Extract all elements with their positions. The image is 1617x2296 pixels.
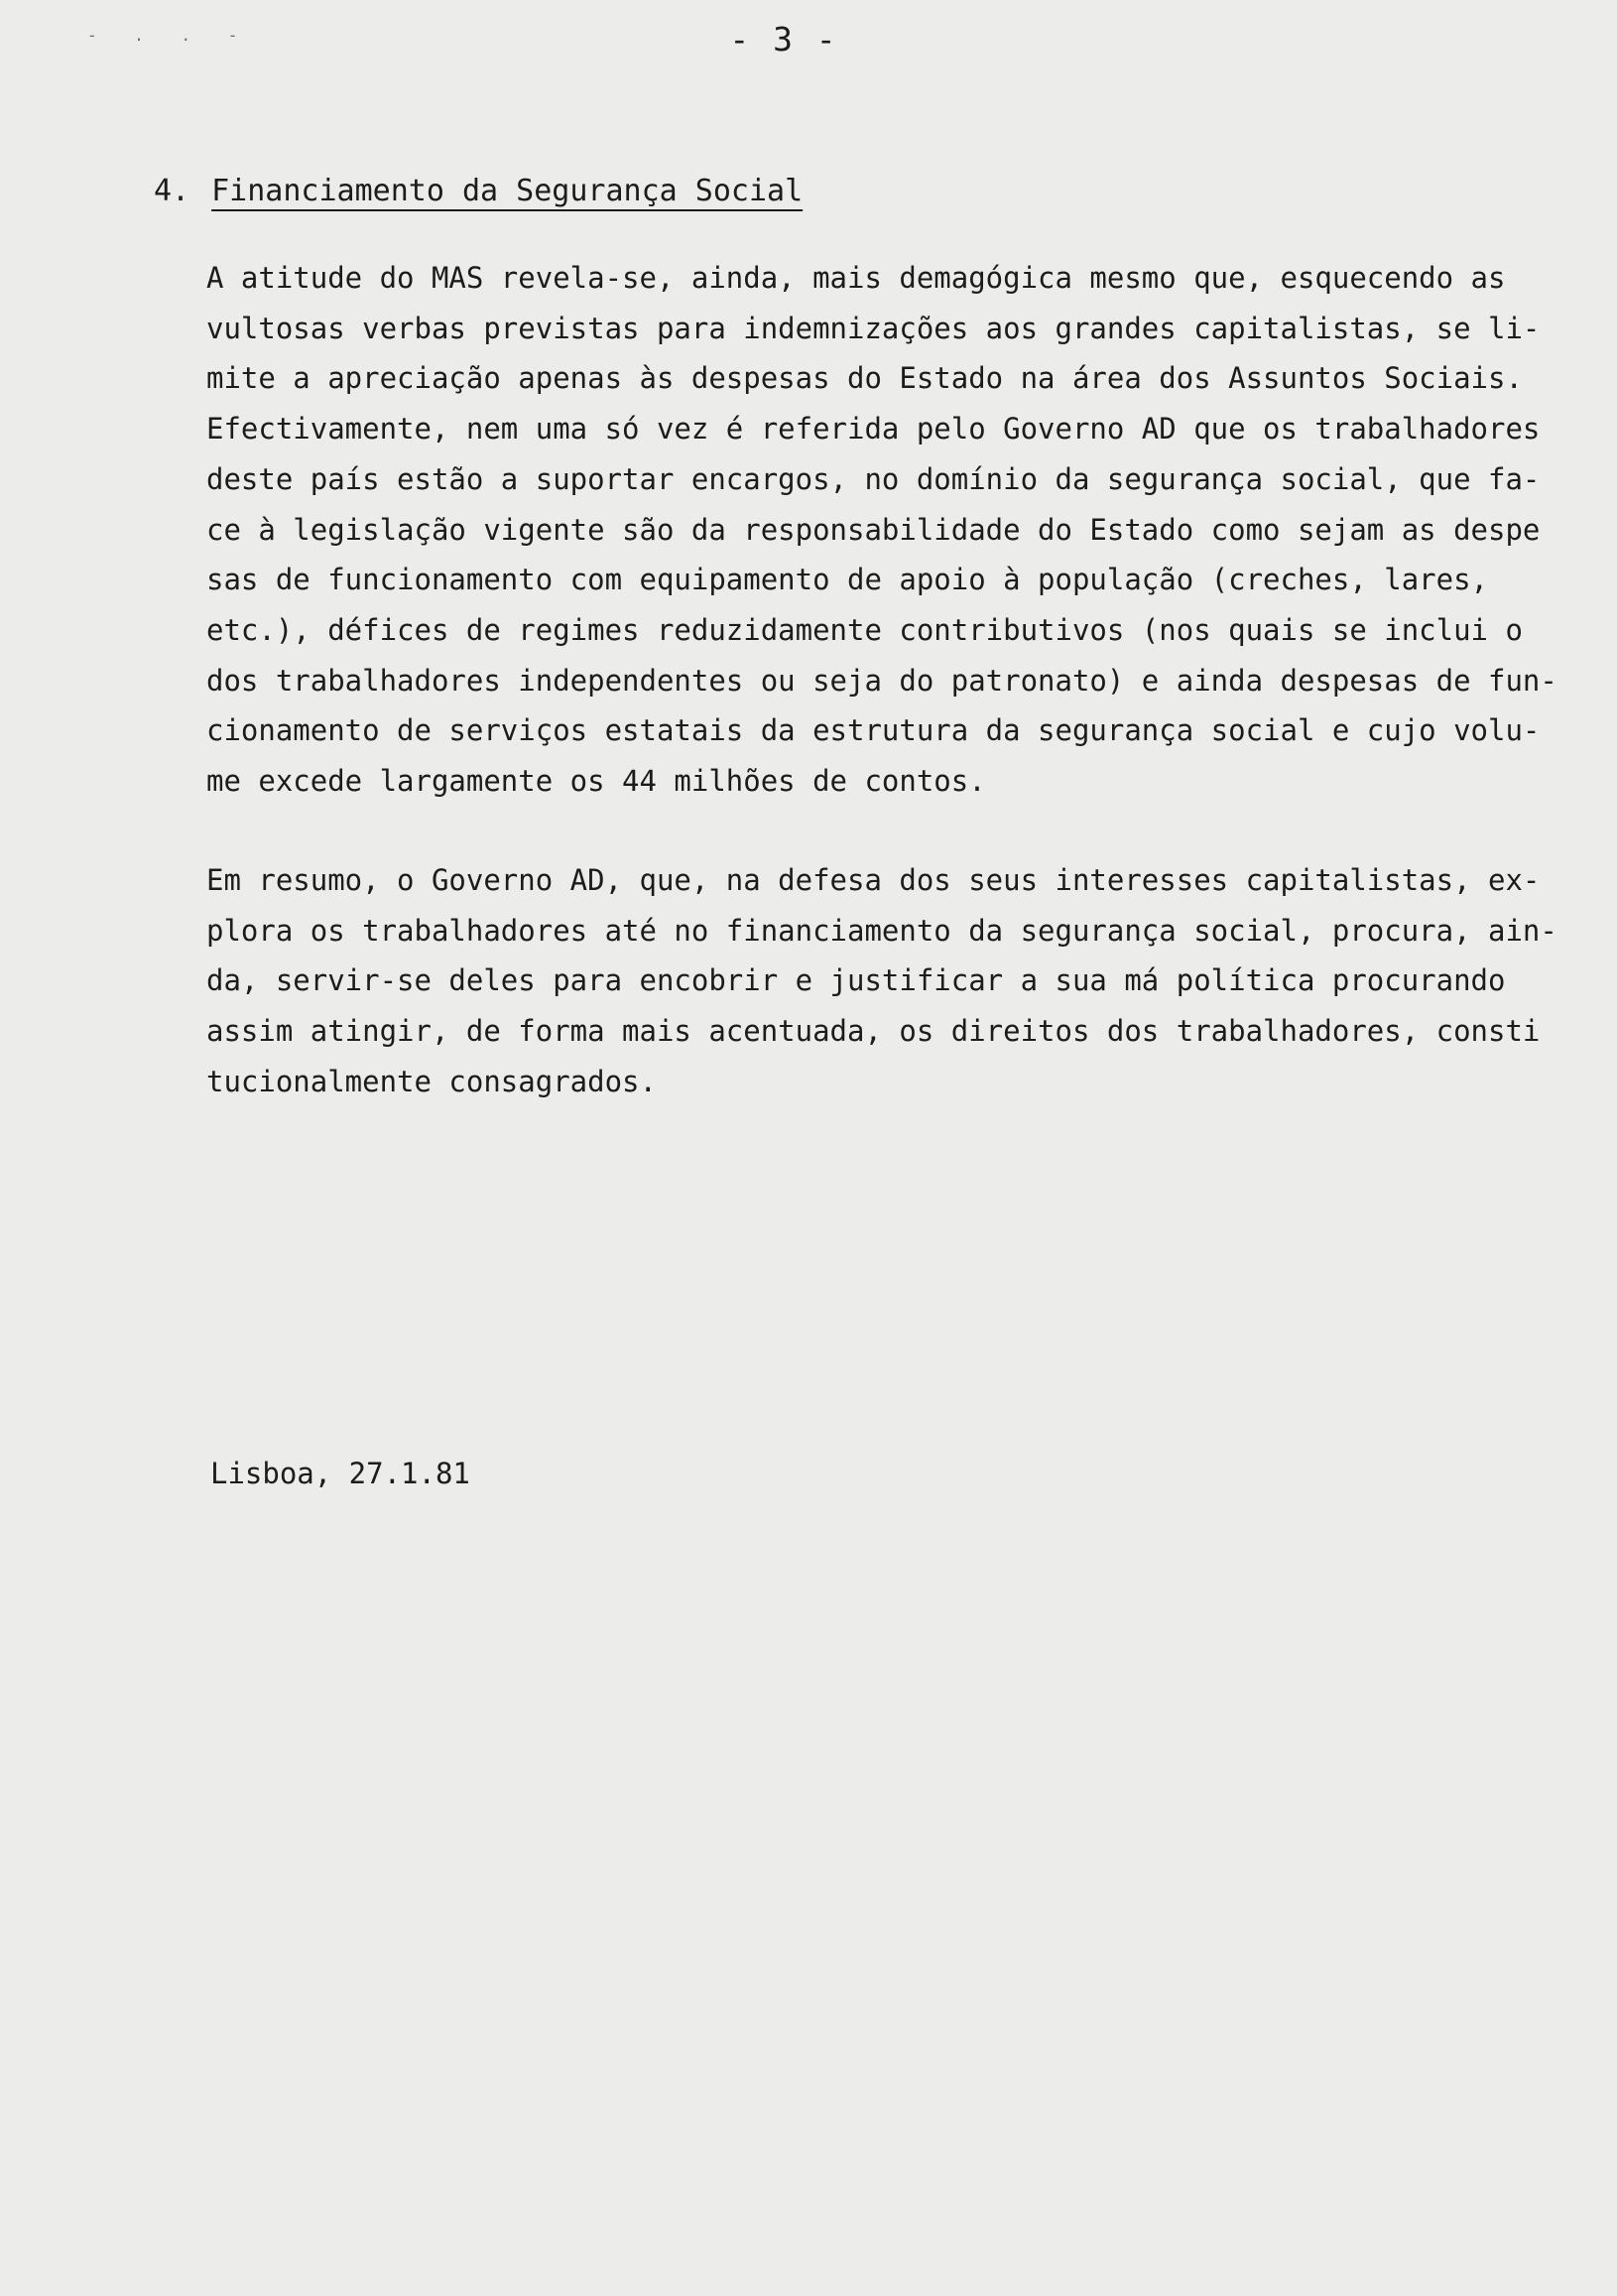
paragraph-line: plora os trabalhadores até no financiamento da segurança social, procura, ain- (206, 913, 1557, 948)
paragraph-line: dos trabalhadores independentes ou seja do patronato) e ainda despesas de fun- (206, 663, 1557, 698)
paragraph-line: A atitude do MAS revela-se, ainda, mais demagógica mesmo que, esquecendo as (206, 261, 1506, 295)
paragraph-1 (206, 253, 1557, 807)
place-and-date: Lisboa, 27.1.81 (210, 1457, 470, 1490)
paragraph-line: etc.), défices de regimes reduzidamente contributivos (nos quais se inclui o (206, 612, 1523, 647)
paragraph-line: ce à legislação vigente são da responsabilidade do Estado como sejam as despe (206, 512, 1541, 547)
paragraph-line: sas de funcionamento com equipamento de apoio à população (creches, lares, (206, 563, 1489, 597)
paragraph-line: Efectivamente, nem uma só vez é referida pelo Governo AD que os trabalhadores (206, 412, 1541, 446)
paragraph-line: assim atingir, de forma mais acentuada, os direitos dos trabalhadores, consti (206, 1014, 1541, 1049)
paragraph-line: tucionalmente consagrados. (206, 1064, 657, 1098)
paragraph-line: deste país estão a suportar encargos, no domínio da segurança social, que fa- (206, 461, 1541, 496)
margin-marks: - . . - (87, 26, 252, 45)
page-number: - 3 - (729, 20, 838, 59)
paragraph-line: Em resumo, o Governo AD, que, na defesa dos seus interesses capitalistas, ex- (206, 863, 1541, 897)
paragraph-2 (206, 855, 1557, 1107)
section-heading (154, 174, 803, 208)
section-title: Financiamento da Segurança Social (211, 174, 804, 208)
section-number: 4. (154, 174, 190, 208)
paragraph-line: da, servir-se deles para encobrir e justificar a sua má política procurando (206, 963, 1506, 998)
paragraph-line: me excede largamente os 44 milhões de contos. (206, 764, 986, 799)
paragraph-line: mite a apreciação apenas às despesas do Estado na área dos Assuntos Sociais. (206, 361, 1523, 396)
paragraph-line: cionamento de serviços estatais da estrutura da segurança social e cujo volu- (206, 713, 1541, 748)
paragraph-line: vultosas verbas previstas para indemnizações aos grandes capitalistas, se li- (206, 311, 1541, 345)
